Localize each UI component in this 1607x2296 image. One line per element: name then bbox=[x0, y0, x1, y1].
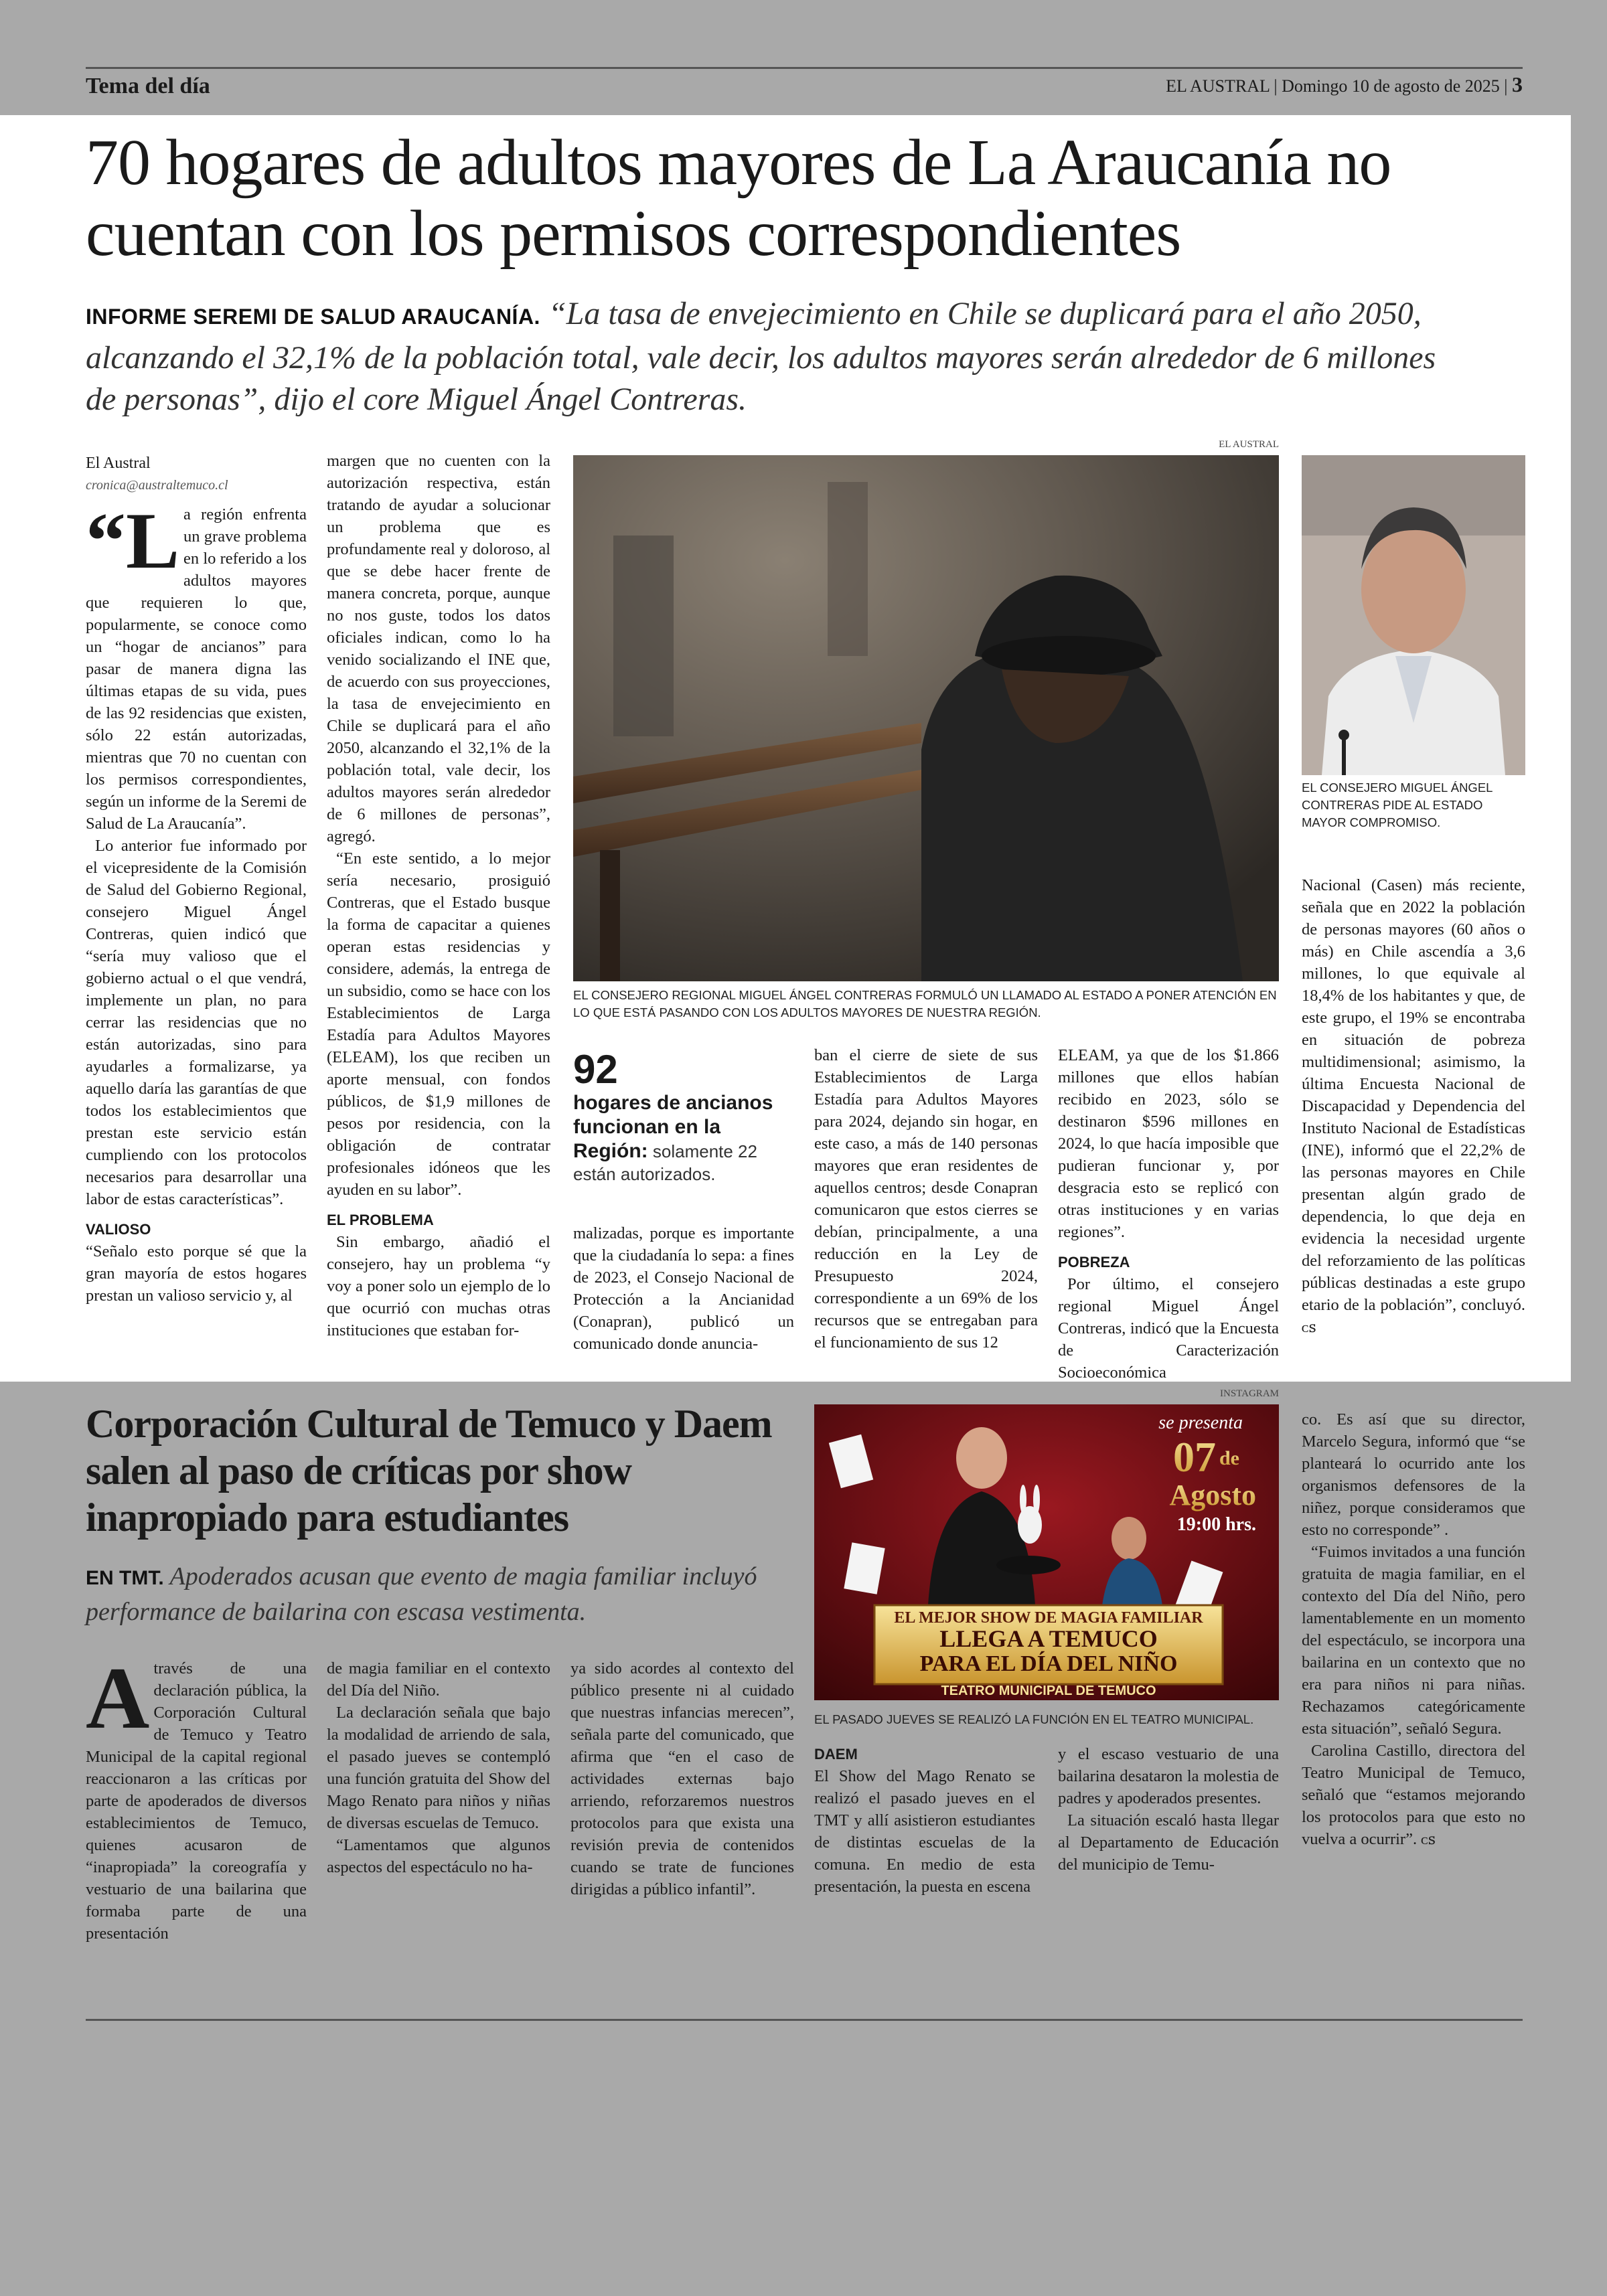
subhead-valioso: VALIOSO bbox=[86, 1221, 151, 1238]
article2-column-4 bbox=[814, 1743, 1035, 1898]
paragraph: “Fuimos invitados a una función gratuita de magia familiar, en el contexto del Día del Niño, pero lamentablemente en un momento del espectáculo, se incorpora una bailarina en un contexto que no era para niños ni para niñas. Rechazamos categóricamente esta situación”, señaló Segura. bbox=[1302, 1543, 1525, 1738]
poster-day: 07 bbox=[1173, 1433, 1216, 1481]
paragraph: ELEAM, ya que de los $1.866 millones que ellos habían recibido en 2023, sólo se destinaron $596 millones en 2024, lo que hacía imposible que pudieran funcionar y, por desgracia esto se replicó con otras instituciones y en varias regiones”. bbox=[1058, 1046, 1279, 1241]
paragraph: “Lamentamos que algunos aspectos del espectáculo no ha- bbox=[327, 1836, 550, 1876]
subhead-problema: EL PROBLEMA bbox=[327, 1212, 434, 1228]
lead-paragraph: Através de una declaración pública, la Corporación Cultural de Temuco y Teatro Municipal de la capital regional reaccionaron a las críticas por parte de apoderados de diversos establecimientos de Temuco, quienes acusaron de “inapropiada” la coreografía y vestuario de una bailarina que formaba parte de una presentación bbox=[86, 1649, 307, 1943]
footer-rule bbox=[86, 2019, 1523, 2021]
paragraph: y el escaso vestuario de una bailarina desataron la molestia de padres y apoderados presentes. bbox=[1058, 1745, 1279, 1807]
section-label: Tema del día bbox=[86, 74, 210, 98]
second-headline: Corporación Cultural de Temuco y Daem salen al paso de críticas por show inapropiado para estudiantes bbox=[86, 1402, 772, 1540]
article1-column-2 bbox=[327, 450, 550, 1341]
article1-column-6 bbox=[1302, 874, 1525, 1338]
poster-caption: EL PASADO JUEVES SE REALIZÓ LA FUNCIÓN EN EL TEATRO MUNICIPAL. bbox=[814, 1712, 1254, 1726]
photo-credit: EL AUSTRAL bbox=[1219, 439, 1279, 450]
paragraph: co. Es así que su director, Marcelo Segura, informó que “se planteará lo ocurrido ante los organismos defensores de la niñez, porque consideramos que esto no corresponde” . bbox=[1302, 1410, 1525, 1539]
fact-box bbox=[573, 1048, 787, 1185]
elderly-man-photo bbox=[573, 455, 1279, 981]
second-deck-text: Apoderados acusan que evento de magia familiar incluyó performance de bailarina con escasa vestimenta. bbox=[86, 1562, 757, 1626]
poster-presenta: se presenta bbox=[1158, 1412, 1243, 1433]
subhead-pobreza: POBREZA bbox=[1058, 1254, 1130, 1270]
lead-dropcap: “L bbox=[86, 496, 180, 585]
poster-line2: PARA EL DÍA DEL NIÑO bbox=[919, 1651, 1178, 1676]
article1-column-4 bbox=[814, 1044, 1038, 1354]
poster-de: de bbox=[1219, 1447, 1239, 1469]
paragraph: La declaración señala que bajo la modalidad de arriendo de sala, el pasado jueves se contempló una función gratuita del Show del Mago Renato para niños y niñas de diversas escuelas de Temuco. bbox=[327, 1704, 550, 1832]
fact-description: solamente 22 están autorizados. bbox=[573, 1141, 757, 1184]
paragraph: Sin embargo, añadió el consejero, hay un problema “y voy a poner solo un ejemplo de lo que ocurrió con muchas otras instituciones que estaban for- bbox=[327, 1233, 550, 1339]
byline: El Austral bbox=[86, 455, 151, 472]
main-photo-caption: EL CONSEJERO REGIONAL MIGUEL ÁNGEL CONTRERAS FORMULÓ UN LLAMADO AL ESTADO A PONER ATENCIÓN EN LO QUE ESTÁ PASANDO CON LOS ADULTOS MAYORES DE NUESTRA REGIÓN. bbox=[573, 988, 1277, 1019]
paragraph: ban el cierre de siete de sus Establecimientos de Larga Estadía para Adultos Mayores para 2024, dejando sin hogar, en este caso, a más de 140 personas mayores que eran residentes de aquellos centros; desde Conapran comunicaron que estos cierres se debían, principalmente, a una reducción en la Ley de Presupuesto 2024, correspondiente a un 69% de los recursos que se entregaban para el funcionamiento de sus 12 bbox=[814, 1046, 1038, 1351]
article1-column-3 bbox=[573, 1222, 794, 1355]
paragraph: Por último, el consejero regional Miguel Ángel Contreras, indicó que la Encuesta de Caracterización Socioeconómica bbox=[1058, 1275, 1279, 1382]
paragraph: Lo anterior fue informado por el vicepresidente de la Comisión de Salud del Gobierno Regional, consejero Miguel Ángel Contreras, quien indicó que “sería muy valioso que el gobierno actual o el que vendrá, implemente un plan, no para cerrar las residencias que no están autorizadas, sino para ayudarles a formalizarse, ya aquello daría las garantías de que todos los establecimientos que prestan este servicio están cumpliendo con los protocolos necesarios para desarrollar una labor de estas características”. bbox=[86, 837, 307, 1208]
paragraph: de magia familiar en el contexto del Día del Niño. bbox=[327, 1659, 550, 1700]
paragraph: margen que no cuenten con la autorización respectiva, están tratando de ayudar a solucionar un problema que es profundamente real y doloroso, al que se debe hacer frente de manera concreta, porque, aunque no nos guste, todos los datos oficiales indican, como lo ha venido socializando el INE que, de acuerdo con sus proyecciones, la tasa de envejecimiento en Chile se duplicará para el año 2050, alcanzando el 32,1% de la población total, vale decir, los adultos mayores serán alrededor de 6 millones de personas”, agregó. bbox=[327, 452, 550, 845]
end-mark: ᴄꜱ bbox=[1302, 1319, 1316, 1335]
fact-text bbox=[573, 1091, 787, 1185]
poster-line1: LLEGA A TEMUCO bbox=[939, 1625, 1158, 1652]
second-deck bbox=[86, 1560, 795, 1629]
main-deck-text: “La tasa de envejecimiento en Chile se duplicará para el año 2050, alcanzando el 32,1% de la población total, vale decir, los adultos mayores serán alrededor de 6 millones de personas”, dijo el core Miguel Ángel Contreras. bbox=[86, 296, 1436, 417]
article2-column-2 bbox=[327, 1657, 550, 1878]
article1-column-1 bbox=[86, 453, 307, 1307]
article2-column-5 bbox=[1058, 1743, 1279, 1876]
fact-number: 92 bbox=[573, 1047, 618, 1092]
article2-column-1 bbox=[86, 1649, 307, 1945]
article2-column-3 bbox=[570, 1657, 794, 1900]
main-headline: 70 hogares de adultos mayores de La Araucanía no cuentan con los permisos correspondientes bbox=[86, 127, 1391, 270]
paragraph: El Show del Mago Renato se realizó el pasado jueves en el TMT y allí asistieron estudiantes de distintas escuelas de la comuna. En medio de esta presentación, la puesta en escena bbox=[814, 1767, 1035, 1896]
paragraph: “Señalo esto porque sé que la gran mayoría de estos hogares prestan un valioso servicio y, al bbox=[86, 1242, 307, 1305]
article2-column-6 bbox=[1302, 1408, 1525, 1850]
poster-time: 19:00 hrs. bbox=[1176, 1514, 1256, 1535]
paragraph: Carolina Castillo, directora del Teatro Municipal de Temuco, señaló que “estamos mejorando los protocolos para que esto no vuelva a ocurrir”. ᴄꜱ bbox=[1302, 1742, 1525, 1848]
fact-label: hogares de ancianos funcionan en la Región: bbox=[573, 1092, 773, 1162]
paragraph: “En este sentido, a lo mejor sería necesario, prosiguió Contreras, que el Estado busque la forma de capacitar a quienes operan estas residencias y considere, además, la entrega de un subsidio, como se hace con los Establecimientos de Larga Estadía para Adultos Mayores (ELEAM), los que reciben un aporte mensual, con fondos públicos, de $1,9 millones de pesos por residencia, con la obligación de contratar profesionales idóneos que les ayuden en su labor”. bbox=[327, 849, 550, 1199]
councillor-portrait-image bbox=[1302, 455, 1525, 775]
main-kicker: INFORME SEREMI DE SALUD ARAUCANÍA. bbox=[86, 305, 540, 329]
poster-tag: EL MEJOR SHOW DE MAGIA FAMILIAR bbox=[894, 1609, 1203, 1627]
byline-email: cronica@australtemuco.cl bbox=[86, 478, 228, 493]
portrait-photo bbox=[1302, 455, 1525, 775]
elderly-man-image bbox=[573, 455, 1279, 981]
paragraph: malizadas, porque es importante que la ciudadanía lo sepa: a fines de 2023, el Consejo Nacional de Protección a la Ancianidad (Conapran), publicó un comunicado donde anuncia- bbox=[573, 1224, 794, 1353]
folio-text: EL AUSTRAL | Domingo 10 de agosto de 2025 | bbox=[1166, 76, 1508, 96]
photo-credit: INSTAGRAM bbox=[1220, 1388, 1279, 1399]
magic-show-poster bbox=[814, 1404, 1279, 1700]
paragraph: Nacional (Casen) más reciente, señala que en 2022 la población de personas mayores (60 años o más) en Chile ascendía a 3,6 millones, lo que equivale al 18,4% de los habitantes y que, de este grupo, el 19% se encontraba en situación de pobreza multidimensional; asimismo, la última Encuesta Nacional de Discapacidad y Dependencia del Instituto Nacional de Estadísticas (INE), informó que el 22,2% de las personas mayores en Chile presentan algún grado de dependencia, lo que deja en evidencia la necesidad urgente del reforzamiento de las políticas públicas destinadas a este grupo etario de la población”, concluyó. ᴄꜱ bbox=[1302, 876, 1525, 1335]
subhead-daem: DAEM bbox=[814, 1746, 858, 1762]
page-folio bbox=[1166, 72, 1523, 97]
portrait-caption: EL CONSEJERO MIGUEL ÁNGEL CONTRERAS PIDE AL ESTADO MAYOR COMPROMISO. bbox=[1302, 781, 1493, 829]
lead-paragraph: “La región enfrenta un grave problema en lo referido a los adultos mayores que requieren lo que, popularmente, se conoce como un “hogar de ancianos” para pasar de manera digna las últimas etapas de su vida, pues de las 92 residencias que existen, sólo 22 están autorizadas, mientras que 70 no cuentan con los permisos correspondientes, según un informe de la Seremi de Salud de La Araucanía”. bbox=[86, 496, 307, 833]
poster-image bbox=[814, 1404, 1279, 1700]
end-mark: ᴄꜱ bbox=[1421, 1831, 1436, 1848]
paragraph: ya sido acordes al contexto del público presente ni al cuidado que nuestras infancias merecen”, señala parte del comunicado, que afirma que “en el caso de actividades externas bajo arriendo, reforzaremos nuestros protocolos para que exista una revisión previa de contenidos cuando se trate de funciones dirigidas a público infantil”. bbox=[570, 1659, 794, 1898]
poster-venue: TEATRO MUNICIPAL DE TEMUCO bbox=[941, 1684, 1156, 1698]
header-rule bbox=[86, 67, 1523, 69]
page-number: 3 bbox=[1512, 72, 1523, 96]
article1-column-5 bbox=[1058, 1044, 1279, 1384]
second-kicker: EN TMT. bbox=[86, 1567, 164, 1589]
poster-month: Agosto bbox=[1169, 1479, 1256, 1511]
paragraph: La situación escaló hasta llegar al Departamento de Educación del municipio de Temu- bbox=[1058, 1811, 1279, 1874]
article2-dropcap: A bbox=[86, 1649, 150, 1747]
main-deck bbox=[86, 293, 1452, 420]
